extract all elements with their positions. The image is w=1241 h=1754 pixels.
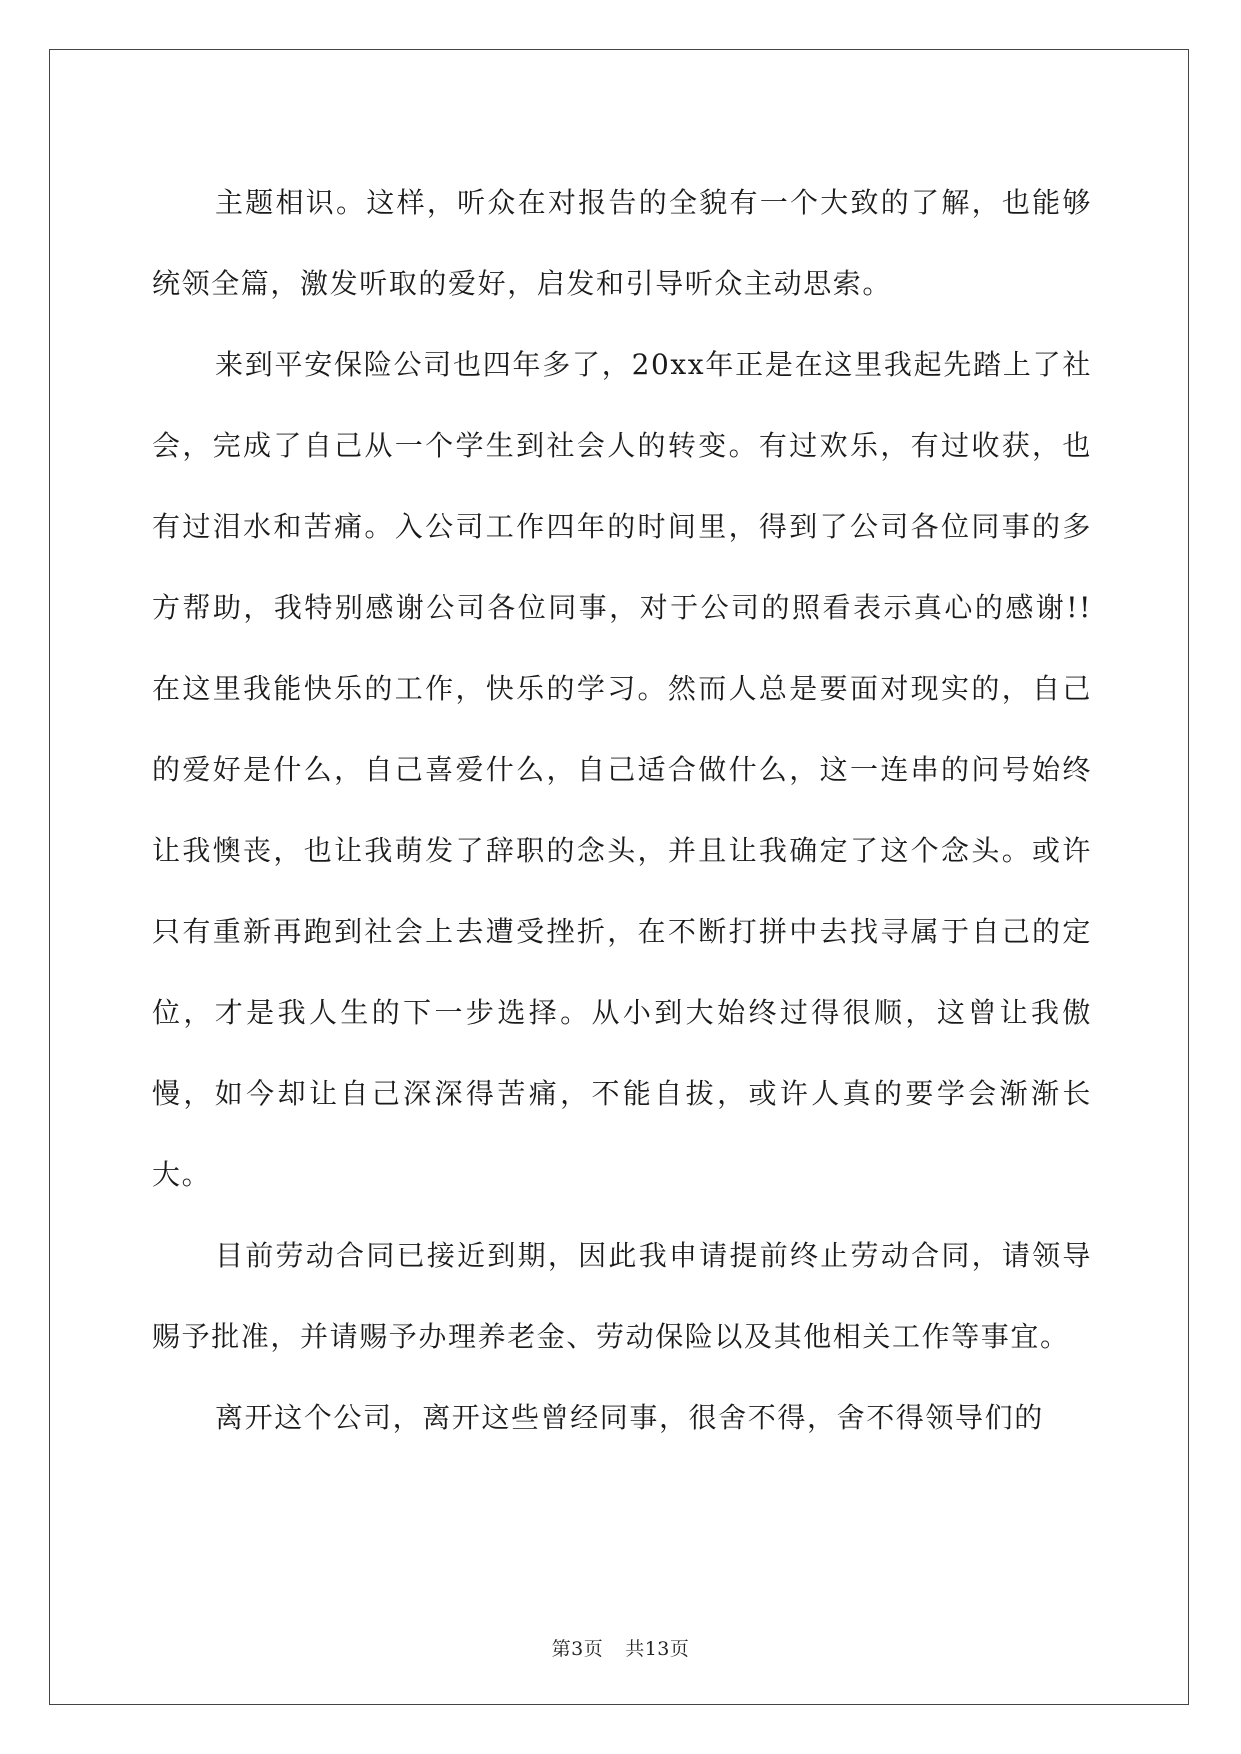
page-number: 第3页: [551, 1638, 604, 1660]
paragraph-2: 来到平安保险公司也四年多了，20xx年正是在这里我起先踏上了社会，完成了自己从一个学生到社会人的转变。有过欢乐，有过收获，也有过泪水和苦痛。入公司工作四年的时间里，得到了公司各位同事的多方帮助，我特别感谢公司各位同事，对于公司的照看表示真心的感谢!! 在这里我能快乐的工作，快乐的学习。然而人总是要面对现实的，自己的爱好是什么，自己喜爱什么，自己适合做什么，这一连串的问号始终让我懊丧，也让我萌发了辞职的念头，并且让我确定了这个念头。或许只有重新再跑到社会上去遭受挫折，在不断打拼中去找寻属于自己的定位，才是我人生的下一步选择。从小到大始终过得很顺，这曾让我傲慢，如今却让自己深深得苦痛，不能自拔，或许人真的要学会渐渐长大。: [152, 348, 1092, 1191]
page-total: 共13页: [625, 1638, 690, 1660]
paragraph-4: 离开这个公司，离开这些曾经同事，很舍不得，舍不得领导们的: [215, 1401, 1044, 1434]
document-body: [152, 162, 1092, 1458]
paragraph-1: 主题相识。这样，听众在对报告的全貌有一个大致的了解，也能够统领全篇，激发听取的爱好，启发和引导听众主动思索。: [152, 186, 1092, 300]
paragraph-3: 目前劳动合同已接近到期，因此我申请提前终止劳动合同，请领导赐予批准，并请赐予办理养老金、劳动保险以及其他相关工作等事宜。: [152, 1239, 1092, 1353]
page-footer: [0, 1634, 1241, 1661]
